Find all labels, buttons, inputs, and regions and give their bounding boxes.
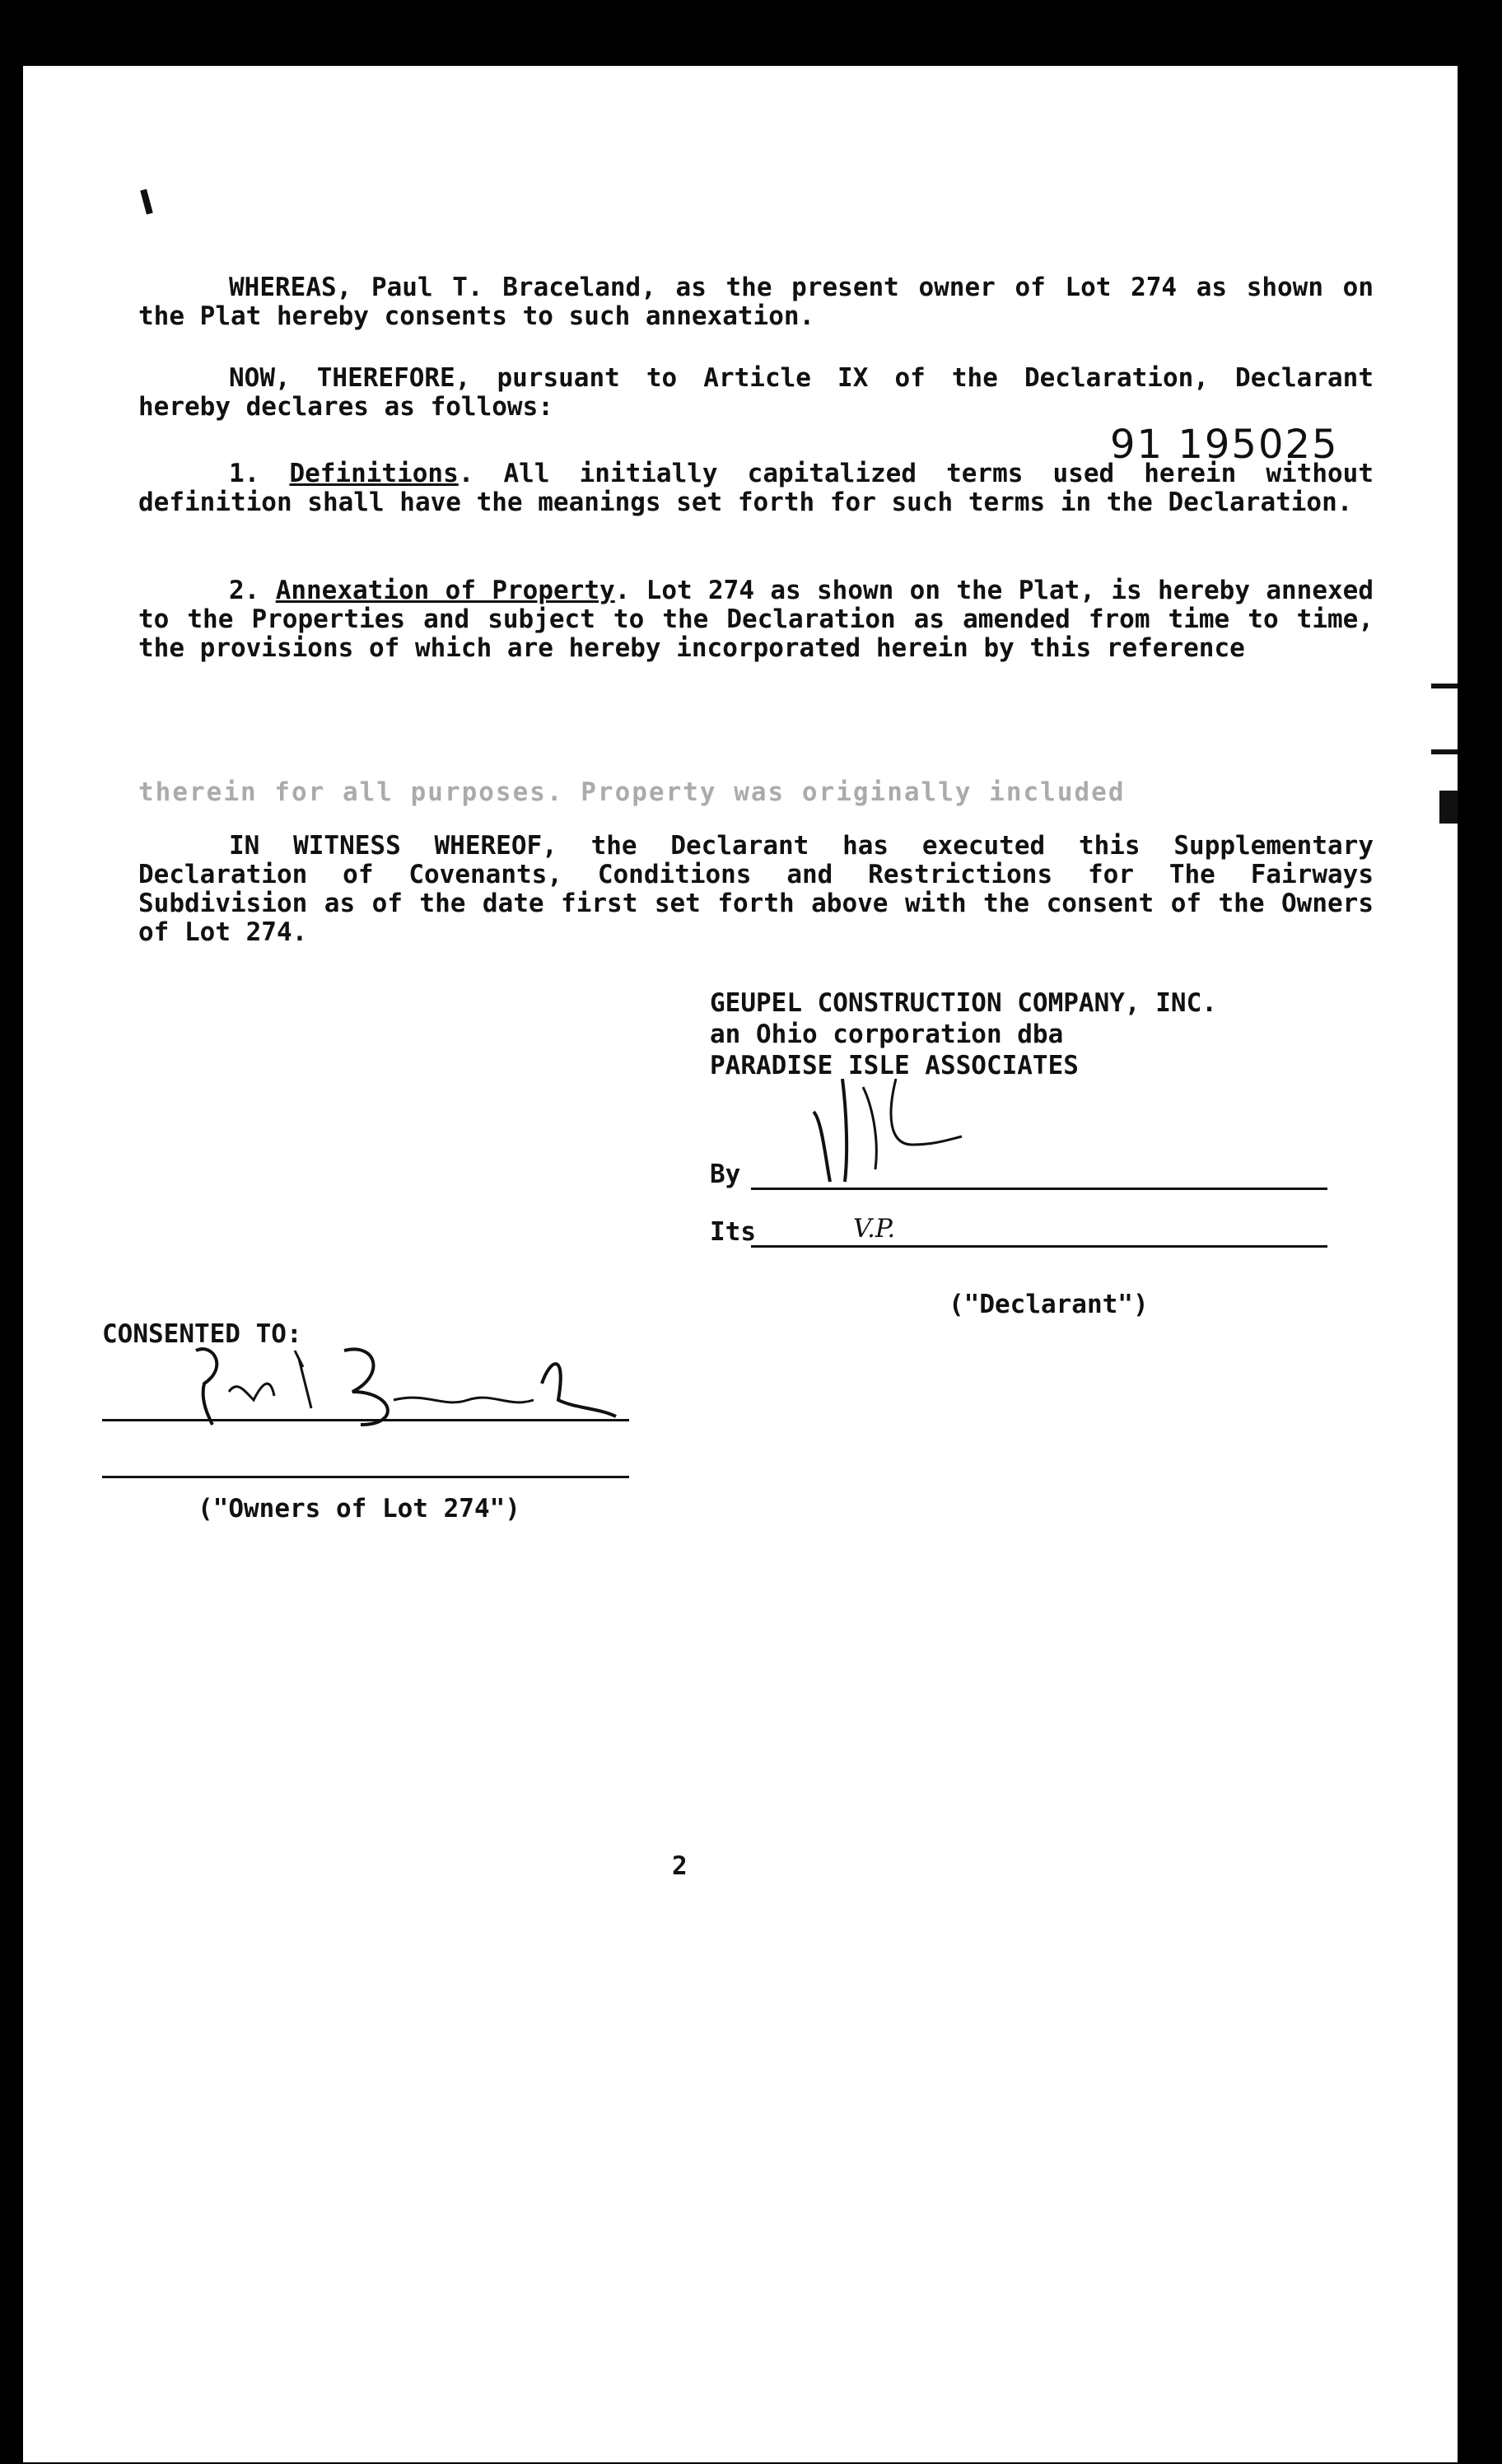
its-signature-line [751, 1245, 1327, 1248]
document-page [23, 66, 1458, 2462]
consent-signature-line-1 [102, 1419, 629, 1421]
definitions-text: . All initially capitalized terms used herein without definition shall have the meanings set forth for such terms in the Declaration. [138, 459, 1374, 517]
consent-signature-line-2 [102, 1476, 629, 1478]
scan-mark [1431, 684, 1458, 688]
definitions-paragraph [138, 460, 1374, 517]
whereas-paragraph [138, 273, 1374, 331]
consent-role: ("Owners of Lot 274") [198, 1494, 520, 1524]
witness-paragraph [138, 832, 1374, 947]
owner-signature [180, 1334, 624, 1433]
its-label: Its [710, 1217, 756, 1247]
consent-label: CONSENTED TO: [102, 1319, 302, 1349]
now-therefore-text: NOW, THEREFORE, pursuant to Article IX of the Declaration, Declarant hereby declares as follows: [138, 363, 1374, 422]
annexation-faded-text: therein for all purposes. Property was originally included [138, 777, 1126, 807]
declarant-signature [797, 1062, 978, 1186]
document-number: 91 195025 [1110, 422, 1339, 468]
annexation-number: 2. [229, 576, 260, 605]
declarant-corp: an Ohio corporation dba [710, 1020, 1064, 1049]
by-signature-line [751, 1188, 1327, 1190]
scan-mark [140, 189, 152, 214]
scan-mark [1431, 749, 1458, 754]
definitions-heading: Definitions [289, 459, 459, 488]
declarant-company: GEUPEL CONSTRUCTION COMPANY, INC. [710, 988, 1217, 1018]
annexation-text: . Lot 274 as shown on the Plat, is hereby annexed to the Properties and subject to the Declaration as amended from time to time, the provisions of which are hereby incorporated herein by this reference [138, 576, 1374, 663]
declarant-dba: PARADISE ISLE ASSOCIATES [710, 1051, 1079, 1080]
annexation-paragraph [138, 576, 1374, 663]
declarant-role: ("Declarant") [949, 1290, 1149, 1319]
page-number: 2 [672, 1851, 688, 1881]
whereas-text: WHEREAS, Paul T. Braceland, as the present owner of Lot 274 as shown on the Plat hereby consents to such annexation. [138, 273, 1374, 331]
witness-text: IN WITNESS WHEREOF, the Declarant has executed this Supplementary Declaration of Covenants, Conditions and Restrictions for The Fairways Subdivision as of the date first set forth above with the consent of the Owners of Lot 274. [138, 831, 1374, 947]
scan-mark [1439, 791, 1458, 824]
now-therefore-paragraph [138, 364, 1374, 422]
by-label: By [710, 1160, 741, 1189]
annexation-faded-line [138, 778, 1374, 807]
definitions-number: 1. [229, 459, 260, 488]
its-value: V.P. [853, 1214, 896, 1244]
annexation-heading: Annexation of Property [275, 576, 615, 605]
